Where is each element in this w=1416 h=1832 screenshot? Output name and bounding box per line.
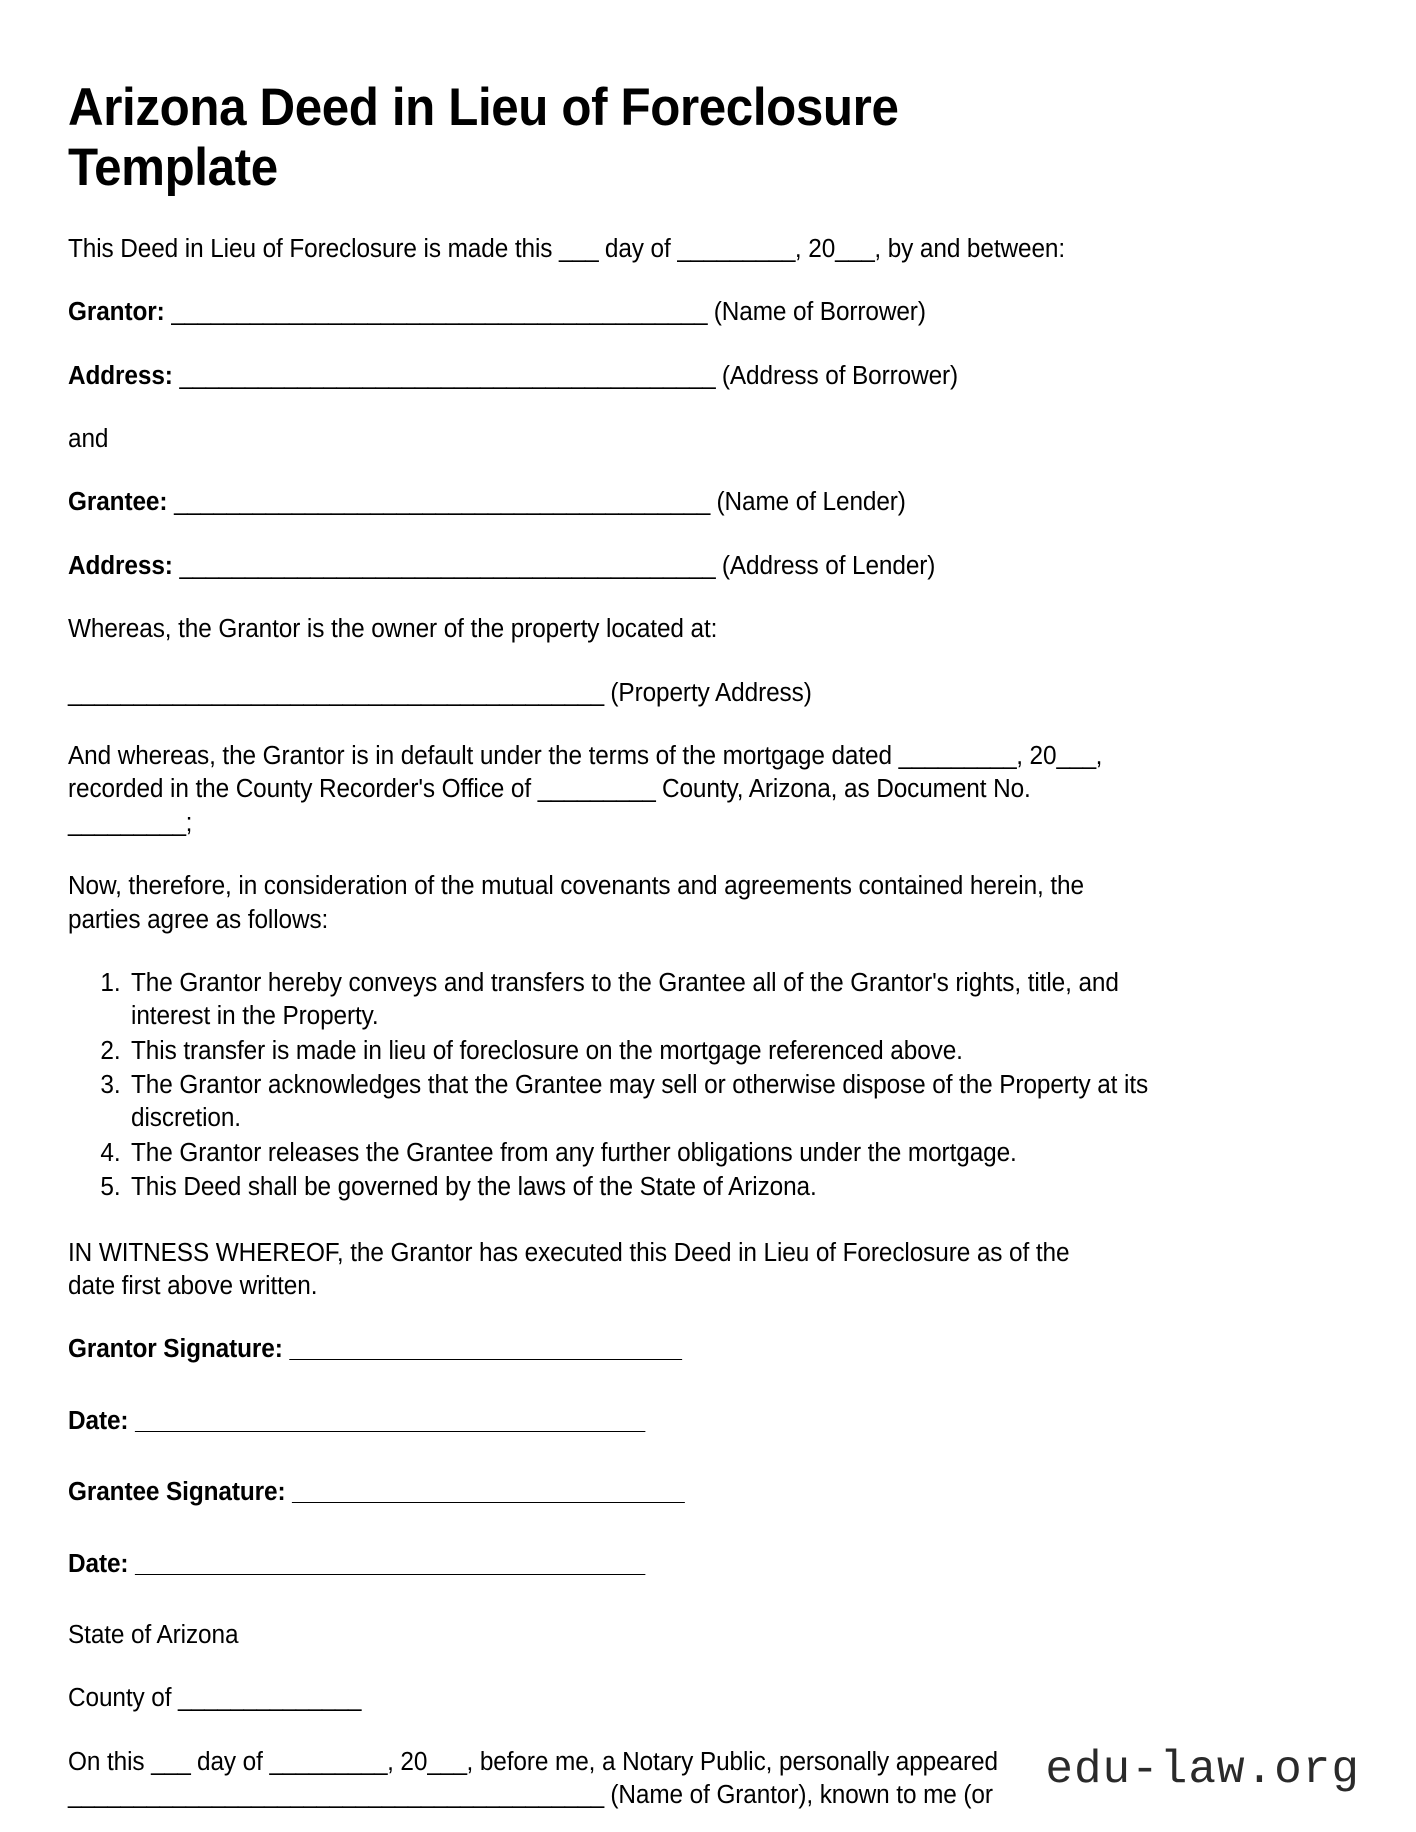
notary-county-row (68, 1682, 1104, 1715)
notary-year-prefix: , 20 (387, 1747, 428, 1776)
consideration-paragraph: Now, therefore, in consideration of the mutual covenants and agreements contained herein, the parties agree as follows: (68, 872, 1084, 934)
grantor-date-blank: _______________________________________ (135, 1406, 645, 1435)
grantor-signature-row (68, 1333, 1288, 1366)
intro-month-blank: _________ (677, 234, 795, 263)
default-clause-paragraph (68, 740, 1104, 840)
intro-text-mid: day of (598, 234, 678, 263)
grantor-address-blank: _________________________________________ (179, 361, 716, 390)
default-part3: , recorded in the County Recorder's Office of (68, 741, 1103, 804)
default-year-blank: ___ (1056, 741, 1096, 770)
grantee-row (68, 486, 1104, 519)
notary-county-label: County of (68, 1684, 179, 1713)
grantor-address-label: Address: (68, 361, 173, 390)
grantor-row (68, 296, 1104, 329)
intro-paragraph (68, 233, 1104, 266)
list-item: 2. This transfer is made in lieu of foreclosure on the mortgage referenced above. (127, 1035, 1163, 1068)
default-part5: ; (185, 808, 193, 837)
grantee-address-label: Address: (68, 551, 173, 580)
grantee-address-row (68, 550, 1104, 583)
terms-list (68, 967, 1163, 1205)
property-address-hint: (Property Address) (610, 678, 812, 707)
notary-day-blank: ___ (151, 1747, 191, 1776)
intro-year-prefix: , 20 (794, 234, 836, 263)
notary-acknowledgement (68, 1746, 1104, 1813)
list-item: 5. This Deed shall be governed by the laws of the State of Arizona. (127, 1171, 1163, 1204)
grantee-signature-blank: ______________________________ (292, 1478, 685, 1507)
grantee-signature-label: Grantee Signature: (68, 1478, 286, 1507)
default-part1: And whereas, the Grantor is in default under the terms of the mortgage dated (68, 741, 899, 770)
list-item: 3. The Grantor acknowledges that the Grantee may sell or otherwise dispose of the Property at its discretion. (127, 1069, 1163, 1136)
grantor-address-row (68, 360, 1104, 393)
property-address-blank: _________________________________________ (68, 678, 604, 707)
grantee-hint: (Name of Lender) (716, 488, 906, 517)
intro-text-before: This Deed in Lieu of Foreclosure is made this (68, 234, 560, 263)
grantee-date-row (68, 1548, 1288, 1581)
grantor-hint: (Name of Borrower) (713, 298, 926, 327)
default-part4: County, Arizona, as Document No. (655, 775, 1031, 804)
conjunction-and: and (68, 424, 109, 453)
default-date-blank: _________ (898, 741, 1017, 770)
grantee-name-blank: _________________________________________ (174, 488, 710, 517)
default-part2: , 20 (1016, 741, 1057, 770)
grantee-signature-row (68, 1476, 1288, 1509)
notary-state-line: State of Arizona (68, 1620, 239, 1649)
grantor-signature-blank: ______________________________ (289, 1335, 682, 1364)
intro-year-blank: ___ (835, 234, 875, 263)
grantor-date-row (68, 1405, 1288, 1438)
notary-line1-after: , before me, a Notary Public, personally appeared (466, 1747, 998, 1776)
notary-year-blank: ___ (427, 1747, 467, 1776)
property-whereas: Whereas, the Grantor is the owner of the property located at: (68, 615, 718, 644)
grantor-label: Grantor: (68, 298, 165, 327)
grantor-address-hint: (Address of Borrower) (721, 361, 959, 390)
notary-county-blank: ______________ (178, 1684, 361, 1713)
intro-day-blank: ___ (559, 234, 599, 263)
grantee-address-blank: _________________________________________ (179, 551, 716, 580)
grantee-address-hint: (Address of Lender) (721, 551, 936, 580)
grantor-name-blank: _________________________________________ (171, 298, 708, 327)
grantee-label: Grantee: (68, 488, 168, 517)
site-watermark: edu-law.org (1045, 1744, 1360, 1796)
notary-block (68, 1619, 1104, 1813)
notary-line1-before: On this (68, 1747, 152, 1776)
witness-clause: IN WITNESS WHEREOF, the Grantor has executed this Deed in Lieu of Foreclosure as of the date first above written. (68, 1238, 1070, 1301)
grantor-signature-label: Grantor Signature: (68, 1335, 283, 1364)
intro-text-after: , by and between: (874, 234, 1066, 263)
notary-month-blank: _________ (269, 1747, 388, 1776)
grantee-date-label: Date: (68, 1549, 129, 1578)
grantee-date-blank: _______________________________________ (135, 1549, 645, 1578)
notary-grantor-name-blank: _________________________________________ (68, 1781, 604, 1810)
page-title: Arizona Deed in Lieu of Foreclosure Template (68, 78, 899, 198)
list-item: 4. The Grantor releases the Grantee from any further obligations under the mortgage. (127, 1137, 1163, 1170)
grantor-date-label: Date: (68, 1406, 129, 1435)
list-item: 1. The Grantor hereby conveys and transfers to the Grantee all of the Grantor's rights, title, and interest in the Property. (127, 967, 1163, 1034)
default-county-blank: _________ (537, 775, 656, 804)
notary-line2-after: (Name of Grantor), known to me (or (603, 1781, 993, 1810)
notary-line1-mid: day of (190, 1747, 270, 1776)
default-document-no-blank: _________ (68, 808, 186, 837)
property-address-row (68, 677, 1104, 710)
